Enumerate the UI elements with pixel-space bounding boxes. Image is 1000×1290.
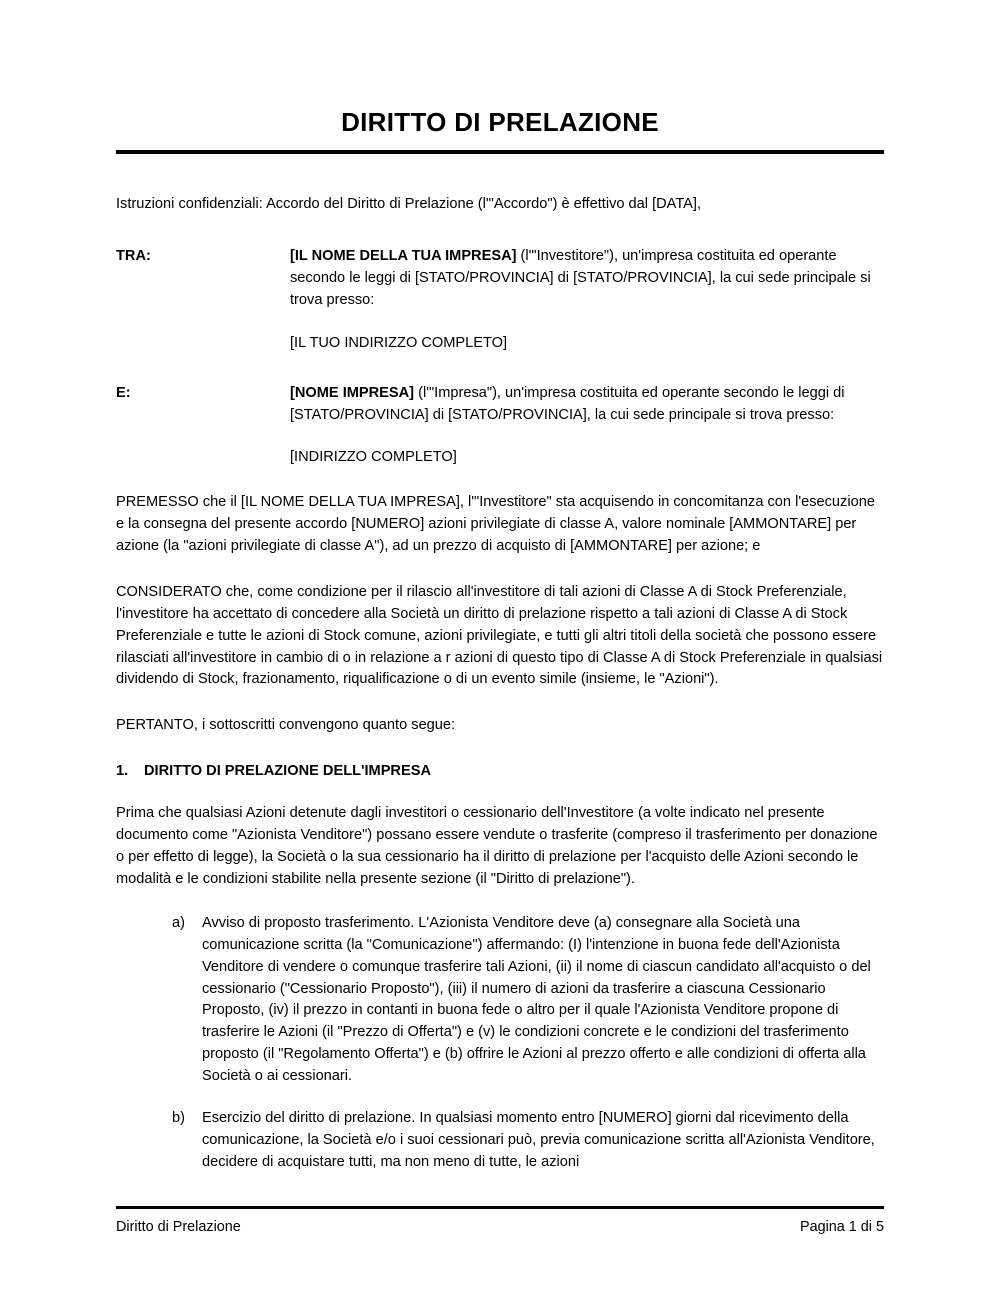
list-item-marker: b) (172, 1109, 185, 1126)
list-item (116, 1108, 884, 1174)
recital-pertanto: PERTANTO, i sottoscritti convengono quanto segue: (116, 717, 456, 734)
footer-row (116, 1209, 884, 1235)
section-number: 1. (116, 763, 129, 780)
recital-premesso: PREMESSO che il [IL NOME DELLA TUA IMPRESA], l'"Investitore" sta acquisendo in concomitanza con l'esecuzione e la consegna del presente accordo [NUMERO] azioni privilegiate di classe A, valore nominale [AMMONTARE] per azione (la "azioni privilegiate di classe A"), ad un prezzo di acquisto di [AMMONTARE] per azione; e (116, 494, 875, 555)
page-footer (116, 1206, 884, 1235)
section-list (116, 913, 884, 1174)
section-intro-paragraph: Prima che qualsiasi Azioni detenute dagli investitori o cessionario dell'Investitore (a volte indicato nel presente documento come "Azionista Venditore") possano essere vendute o trasferite (compreso il trasferimento per donazione o per effetto di legge), la Società o la sua cessionario ha il diritto di prelazione per l'acquisto delle Azioni secondo le modalità e le condizioni stabilite nella presente sezione (il "Diritto di prelazione"). (116, 805, 878, 887)
list-item (116, 913, 884, 1088)
footer-page-number: Pagina 1 di 5 (799, 1219, 884, 1235)
section-heading-1 (116, 763, 884, 779)
list-item-text: Esercizio del diritto di prelazione. In qualsiasi momento entro [NUMERO] giorni dal ricevimento della comunicazione, la Società e/o i suoi cessionari può, previa comunicazione scritta all'Azionista Venditore, decidere di acquistare tutti, ma non meno di tutte, le azioni (202, 1109, 875, 1170)
party-detail-tra: (l'"Investitore"), un'impresa costituita ed operante secondo le leggi di [STATO/PROVINCIA] di [STATO/PROVINCIA], la cui sede principale si trova presso: (290, 248, 871, 309)
party-description-e (290, 382, 884, 426)
party-address-tra: [IL TUO INDIRIZZO COMPLETO] (290, 334, 508, 351)
party-name-e: [NOME IMPRESA] (290, 384, 415, 401)
list-item-marker: a) (172, 914, 185, 931)
party-block-e (116, 382, 884, 469)
party-detail-e: (l'"Impresa"), un'impresa costituita ed operante secondo le leggi di [STATO/PROVINCIA] di [STATO/PROVINCIA], la cui sede principale si trova presso: (290, 384, 845, 423)
title-divider (116, 150, 884, 154)
document-content (116, 0, 884, 1174)
party-name-tra: [IL NOME DELLA TUA IMPRESA] (290, 248, 517, 265)
party-block-tra (116, 245, 884, 354)
recital-considerato: CONSIDERATO che, come condizione per il rilascio all'investitore di tali azioni di Classe A di Stock Preferenziale, l'investitore ha accettato di concedere alla Società un diritto di prelazione rispetto a tali azioni di Classe A di Stock Preferenziale e tutte le azioni di Stock comune, azioni privilegiate, e tutti gli altri titoli della società che possono essere rilasciati all'investitore in cambio di o in relazione a r azioni di questo tipo di Classe A di Stock Preferenziale in qualsiasi dividendo di Stock, frazionamento, riqualificazione o di un evento simile (insieme, le "Azioni"). (116, 583, 883, 688)
party-description-tra (290, 245, 884, 312)
page-title: DIRITTO DI PRELAZIONE (341, 107, 659, 137)
section-title: DIRITTO DI PRELAZIONE DELL'IMPRESA (144, 763, 431, 780)
party-body-tra (290, 245, 884, 354)
party-address-e: [INDIRIZZO COMPLETO] (290, 449, 457, 466)
party-label-e: E: (116, 384, 131, 401)
list-item-text: Avviso di proposto trasferimento. L'Azionista Venditore deve (a) consegnare alla Società una comunicazione scritta (la "Comunicazione") affermando: (I) l'intenzione in buona fede dell'Azionista Venditore di vendere o comunque trasferire tali Azioni, (ii) il nome di ciascun candidato all'acquisto o del cessionario ("Cessionario Proposto"), (iii) il numero di azioni da trasferire a ciascuna Cessionario Proposto, (iv) il prezzo in contanti in buona fede o altro per il quale l'Azionista Venditore propone di trasferire le Azioni (il "Prezzo di Offerta") e (v) le condizioni concrete e le condizioni del trasferimento proposto (il "Regolamento Offerta") e (b) offrire le Azioni al prezzo offerto e alle condizioni di offerta alla Società o ai cessionari. (202, 914, 871, 1085)
party-body-e (290, 382, 884, 469)
party-label-tra: TRA: (116, 248, 151, 265)
intro-line: Istruzioni confidenziali: Accordo del Diritto di Prelazione (l'"Accordo") è effettivo dal [DATA], (116, 195, 701, 212)
footer-document-name: Diritto di Prelazione (116, 1219, 241, 1235)
